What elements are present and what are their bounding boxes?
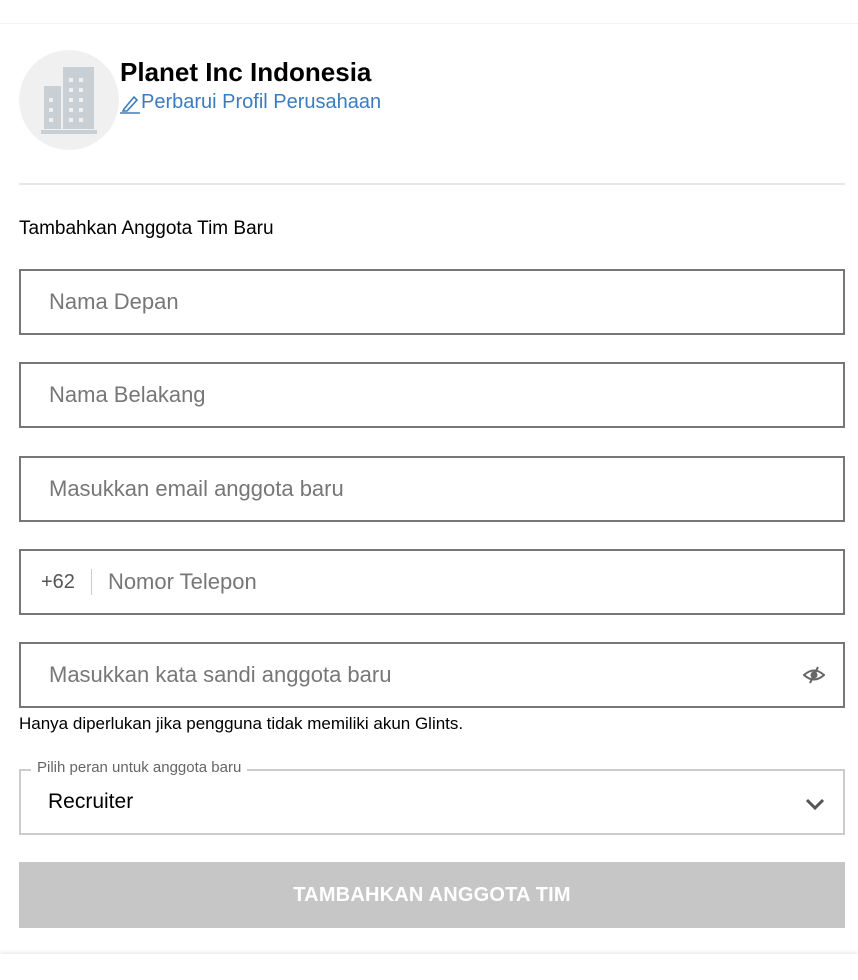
phone-country-prefix: +62 (41, 569, 92, 595)
form-title: Tambahkan Anggota Tim Baru (19, 218, 274, 239)
eye-slash-icon[interactable] (803, 666, 825, 689)
phone-field[interactable] (19, 549, 845, 615)
pencil-icon (120, 92, 140, 114)
bottom-bar (0, 954, 858, 980)
last-name-field[interactable] (19, 362, 845, 428)
divider (19, 183, 845, 185)
password-hint: Hanya diperlukan jika pengguna tidak memiliki akun Glints. (19, 714, 464, 733)
password-field[interactable] (19, 642, 845, 708)
chevron-down-icon (805, 793, 825, 817)
edit-link-label: Perbarui Profil Perusahaan (141, 91, 382, 113)
company-name: Planet Inc Indonesia (120, 57, 372, 87)
role-select-label: Pilih peran untuk anggota baru (31, 759, 247, 776)
role-select[interactable] (19, 759, 845, 835)
role-select-value: Recruiter (48, 790, 134, 813)
top-bar (0, 0, 858, 24)
add-team-member-button[interactable]: TAMBAHKAN ANGGOTA TIM (19, 862, 845, 928)
email-input[interactable] (49, 476, 843, 502)
first-name-field[interactable] (19, 269, 845, 335)
first-name-input[interactable] (49, 289, 843, 315)
phone-input[interactable] (108, 569, 843, 595)
edit-company-profile-link[interactable] (120, 91, 381, 114)
email-field[interactable] (19, 456, 845, 522)
last-name-input[interactable] (49, 382, 843, 408)
building-icon (19, 50, 119, 150)
password-input[interactable] (49, 662, 843, 688)
company-avatar (19, 50, 119, 150)
